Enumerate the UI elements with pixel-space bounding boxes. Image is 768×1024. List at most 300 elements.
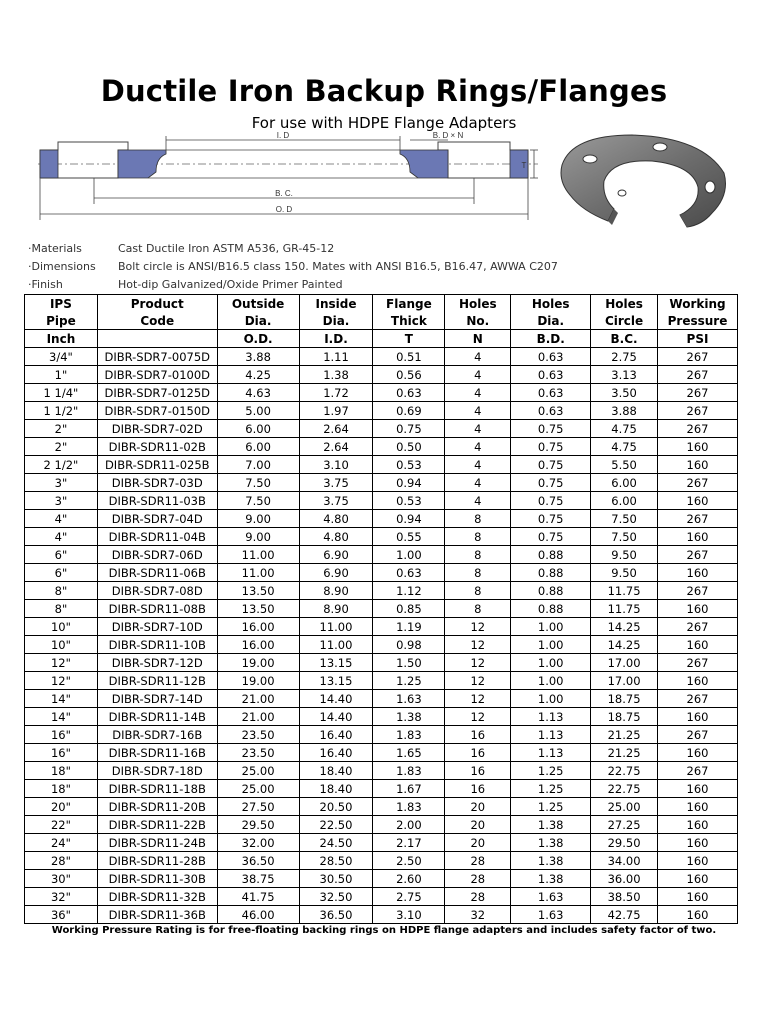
table-cell: 0.50	[373, 438, 445, 456]
t-label: T	[521, 161, 527, 170]
column-header: Flange	[373, 295, 445, 313]
table-cell: 0.63	[511, 366, 591, 384]
table-cell: 8"	[25, 582, 98, 600]
table-cell: 10"	[25, 618, 98, 636]
table-cell: 17.00	[591, 672, 658, 690]
column-header: Holes	[445, 295, 511, 313]
table-row	[25, 672, 738, 690]
table-cell: DIBR-SDR7-14D	[97, 690, 217, 708]
table-cell: 4.80	[299, 528, 373, 546]
table-cell: 1.83	[373, 798, 445, 816]
table-cell: 42.75	[591, 906, 658, 924]
table-cell: 38.50	[591, 888, 658, 906]
table-cell: 32.50	[299, 888, 373, 906]
table-cell: 12	[445, 636, 511, 654]
flange-cross-section-diagram	[38, 128, 538, 223]
table-cell: 8	[445, 546, 511, 564]
table-cell: 29.50	[591, 834, 658, 852]
table-cell: 18.40	[299, 762, 373, 780]
table-cell: 1.00	[511, 654, 591, 672]
table-cell: 0.88	[511, 600, 591, 618]
table-cell: DIBR-SDR11-02B	[97, 438, 217, 456]
od-label: O. D	[275, 205, 293, 214]
table-cell: 267	[658, 366, 738, 384]
table-cell: DIBR-SDR7-06D	[97, 546, 217, 564]
table-cell: 4.25	[217, 366, 299, 384]
table-cell: DIBR-SDR7-16B	[97, 726, 217, 744]
table-cell: 30.50	[299, 870, 373, 888]
column-header: Code	[97, 312, 217, 330]
table-cell: 9.50	[591, 546, 658, 564]
table-cell: 6.00	[591, 474, 658, 492]
page-subtitle: For use with HDPE Flange Adapters	[251, 114, 517, 132]
table-cell: 12"	[25, 672, 98, 690]
table-cell: 160	[658, 780, 738, 798]
table-cell: 267	[658, 762, 738, 780]
table-cell: 16"	[25, 744, 98, 762]
table-row	[25, 492, 738, 510]
table-cell: 30"	[25, 870, 98, 888]
table-cell: 18.75	[591, 690, 658, 708]
table-cell: 3"	[25, 474, 98, 492]
table-row	[25, 438, 738, 456]
bd-label: B. D × N	[432, 131, 464, 140]
table-cell: 1.25	[511, 780, 591, 798]
table-cell: 21.00	[217, 690, 299, 708]
table-cell: DIBR-SDR11-20B	[97, 798, 217, 816]
table-cell: 0.63	[373, 384, 445, 402]
table-cell: 11.00	[299, 636, 373, 654]
table-cell: 0.75	[373, 420, 445, 438]
table-cell: 14.40	[299, 690, 373, 708]
table-cell: 25.00	[217, 762, 299, 780]
table-cell: 1.12	[373, 582, 445, 600]
table-cell: 160	[658, 708, 738, 726]
table-cell: 2.75	[373, 888, 445, 906]
column-header: Product	[97, 295, 217, 313]
table-row	[25, 816, 738, 834]
table-cell: 8	[445, 582, 511, 600]
table-cell: 160	[658, 456, 738, 474]
table-cell: 8	[445, 564, 511, 582]
column-header: B.C.	[591, 330, 658, 348]
table-cell: 6.90	[299, 564, 373, 582]
table-cell: 4	[445, 402, 511, 420]
table-cell: 160	[658, 852, 738, 870]
table-row	[25, 420, 738, 438]
table-cell: 0.63	[511, 402, 591, 420]
table-cell: 1 1/2"	[25, 402, 98, 420]
table-cell: 1 1/4"	[25, 384, 98, 402]
table-cell: 160	[658, 600, 738, 618]
table-cell: 1.00	[511, 636, 591, 654]
table-cell: 267	[658, 690, 738, 708]
table-cell: DIBR-SDR7-08D	[97, 582, 217, 600]
table-cell: 0.88	[511, 546, 591, 564]
table-cell: 2.64	[299, 438, 373, 456]
column-header: Dia.	[511, 312, 591, 330]
table-cell: 28	[445, 852, 511, 870]
table-cell: 16.00	[217, 636, 299, 654]
flange-spec-table	[24, 294, 738, 924]
table-cell: 1.25	[373, 672, 445, 690]
table-cell: 11.00	[217, 546, 299, 564]
table-cell: 1.67	[373, 780, 445, 798]
table-cell: DIBR-SDR7-04D	[97, 510, 217, 528]
table-cell: 267	[658, 420, 738, 438]
table-cell: 16.40	[299, 744, 373, 762]
table-cell: 267	[658, 582, 738, 600]
table-cell: 3.88	[217, 348, 299, 366]
table-cell: 1.13	[511, 726, 591, 744]
column-header: T	[373, 330, 445, 348]
table-cell: 22"	[25, 816, 98, 834]
table-cell: 1.25	[511, 762, 591, 780]
table-cell: 21.25	[591, 726, 658, 744]
table-cell: 3.10	[373, 906, 445, 924]
table-row	[25, 474, 738, 492]
table-row	[25, 384, 738, 402]
table-cell: 0.63	[511, 384, 591, 402]
table-cell: 3.88	[591, 402, 658, 420]
table-cell: 12	[445, 690, 511, 708]
table-row	[25, 744, 738, 762]
table-cell: DIBR-SDR11-30B	[97, 870, 217, 888]
table-cell: 0.75	[511, 438, 591, 456]
table-cell: 0.75	[511, 420, 591, 438]
table-cell: 160	[658, 834, 738, 852]
table-cell: 0.53	[373, 456, 445, 474]
table-cell: 22.75	[591, 762, 658, 780]
table-cell: DIBR-SDR11-03B	[97, 492, 217, 510]
table-cell: 1.63	[373, 690, 445, 708]
table-cell: 0.75	[511, 474, 591, 492]
table-cell: 160	[658, 816, 738, 834]
table-cell: 3/4"	[25, 348, 98, 366]
table-cell: 36.50	[217, 852, 299, 870]
table-row	[25, 888, 738, 906]
table-cell: 4	[445, 366, 511, 384]
table-row	[25, 780, 738, 798]
table-row	[25, 618, 738, 636]
table-cell: 0.75	[511, 456, 591, 474]
table-cell: 4"	[25, 528, 98, 546]
table-cell: 1.38	[511, 834, 591, 852]
table-row	[25, 528, 738, 546]
table-cell: 21.00	[217, 708, 299, 726]
table-cell: DIBR-SDR11-04B	[97, 528, 217, 546]
table-row	[25, 348, 738, 366]
table-row	[25, 600, 738, 618]
table-cell: 1.13	[511, 708, 591, 726]
table-cell: 7.50	[591, 510, 658, 528]
column-header: Dia.	[299, 312, 373, 330]
bc-label: B. C.	[275, 189, 293, 198]
table-cell: 32"	[25, 888, 98, 906]
column-header: Outside	[217, 295, 299, 313]
table-cell: 1.38	[373, 708, 445, 726]
table-cell: 16"	[25, 726, 98, 744]
page-title: Ductile Iron Backup Rings/Flanges	[100, 74, 668, 108]
table-cell: 28	[445, 888, 511, 906]
table-cell: 160	[658, 636, 738, 654]
table-cell: 4"	[25, 510, 98, 528]
table-cell: 20	[445, 834, 511, 852]
table-cell: 4	[445, 384, 511, 402]
table-cell: 14"	[25, 708, 98, 726]
table-cell: DIBR-SDR11-16B	[97, 744, 217, 762]
table-cell: 8	[445, 528, 511, 546]
table-cell: 160	[658, 672, 738, 690]
table-cell: DIBR-SDR11-18B	[97, 780, 217, 798]
table-cell: 1.63	[511, 888, 591, 906]
table-cell: 6.00	[217, 438, 299, 456]
column-header: Pipe	[25, 312, 98, 330]
table-cell: 14.25	[591, 618, 658, 636]
column-header	[97, 330, 217, 348]
table-row	[25, 366, 738, 384]
table-cell: 28.50	[299, 852, 373, 870]
table-cell: DIBR-SDR11-025B	[97, 456, 217, 474]
table-cell: 267	[658, 726, 738, 744]
table-cell: DIBR-SDR7-0100D	[97, 366, 217, 384]
table-cell: 4.75	[591, 420, 658, 438]
table-cell: 1.13	[511, 744, 591, 762]
table-cell: DIBR-SDR11-10B	[97, 636, 217, 654]
table-cell: 267	[658, 510, 738, 528]
table-cell: 11.75	[591, 582, 658, 600]
table-row	[25, 762, 738, 780]
table-cell: 22.50	[299, 816, 373, 834]
table-cell: 12	[445, 618, 511, 636]
table-cell: 0.56	[373, 366, 445, 384]
column-header: Inside	[299, 295, 373, 313]
table-cell: DIBR-SDR11-28B	[97, 852, 217, 870]
column-header: No.	[445, 312, 511, 330]
table-cell: 41.75	[217, 888, 299, 906]
table-cell: 28"	[25, 852, 98, 870]
table-cell: 267	[658, 348, 738, 366]
table-cell: 20.50	[299, 798, 373, 816]
column-header: Pressure	[658, 312, 738, 330]
table-cell: 27.25	[591, 816, 658, 834]
table-cell: 1.65	[373, 744, 445, 762]
table-cell: 160	[658, 906, 738, 924]
column-header: N	[445, 330, 511, 348]
table-cell: 19.00	[217, 672, 299, 690]
table-cell: 8"	[25, 600, 98, 618]
table-row	[25, 582, 738, 600]
table-cell: 4.80	[299, 510, 373, 528]
table-cell: 1.38	[511, 816, 591, 834]
column-header: Dia.	[217, 312, 299, 330]
table-row	[25, 456, 738, 474]
spec-value: Bolt circle is ANSI/B16.5 class 150. Mates with ANSI B16.5, B16.47, AWWA C207	[118, 260, 558, 273]
table-cell: 1.38	[299, 366, 373, 384]
table-cell: 3.50	[591, 384, 658, 402]
column-header: B.D.	[511, 330, 591, 348]
table-row	[25, 834, 738, 852]
table-cell: 160	[658, 564, 738, 582]
table-cell: 32.00	[217, 834, 299, 852]
table-cell: DIBR-SDR11-36B	[97, 906, 217, 924]
table-cell: 1.63	[511, 906, 591, 924]
table-cell: 0.88	[511, 564, 591, 582]
table-cell: 0.75	[511, 528, 591, 546]
table-cell: 16	[445, 744, 511, 762]
column-header: Working	[658, 295, 738, 313]
table-cell: 4	[445, 348, 511, 366]
table-cell: DIBR-SDR11-32B	[97, 888, 217, 906]
table-cell: 3.75	[299, 474, 373, 492]
table-cell: DIBR-SDR7-02D	[97, 420, 217, 438]
table-cell: 4	[445, 420, 511, 438]
table-cell: 13.15	[299, 654, 373, 672]
table-cell: 20	[445, 798, 511, 816]
table-cell: 18"	[25, 780, 98, 798]
table-cell: 8	[445, 510, 511, 528]
table-cell: 12	[445, 672, 511, 690]
table-row	[25, 546, 738, 564]
table-cell: 0.75	[511, 492, 591, 510]
column-header: Thick	[373, 312, 445, 330]
table-cell: DIBR-SDR11-12B	[97, 672, 217, 690]
table-cell: 9.00	[217, 510, 299, 528]
flange-3d-illustration	[552, 125, 732, 235]
table-row	[25, 906, 738, 924]
table-cell: 0.69	[373, 402, 445, 420]
table-cell: 12	[445, 654, 511, 672]
table-cell: 6.90	[299, 546, 373, 564]
table-cell: 6.00	[591, 492, 658, 510]
table-cell: 2.50	[373, 852, 445, 870]
table-cell: DIBR-SDR7-0150D	[97, 402, 217, 420]
table-cell: 1.00	[373, 546, 445, 564]
table-cell: 12	[445, 708, 511, 726]
table-cell: 0.53	[373, 492, 445, 510]
column-header: I.D.	[299, 330, 373, 348]
table-cell: 9.50	[591, 564, 658, 582]
table-cell: 160	[658, 744, 738, 762]
table-cell: 0.55	[373, 528, 445, 546]
table-cell: 8.90	[299, 600, 373, 618]
table-cell: 2.64	[299, 420, 373, 438]
table-cell: 18"	[25, 762, 98, 780]
table-cell: 6"	[25, 564, 98, 582]
table-cell: 267	[658, 618, 738, 636]
table-cell: 7.50	[217, 474, 299, 492]
table-cell: 160	[658, 528, 738, 546]
header-row	[25, 330, 738, 348]
spec-label: ·Materials	[28, 242, 82, 255]
spec-value: Cast Ductile Iron ASTM A536, GR-45-12	[118, 242, 335, 255]
table-cell: 46.00	[217, 906, 299, 924]
table-row	[25, 798, 738, 816]
table-cell: 160	[658, 888, 738, 906]
table-cell: 1.00	[511, 618, 591, 636]
table-row	[25, 654, 738, 672]
table-cell: 1.97	[299, 402, 373, 420]
table-cell: 25.00	[217, 780, 299, 798]
table-cell: 28	[445, 870, 511, 888]
table-cell: 14.40	[299, 708, 373, 726]
table-cell: 11.00	[299, 618, 373, 636]
table-cell: 10"	[25, 636, 98, 654]
table-cell: DIBR-SDR7-18D	[97, 762, 217, 780]
table-cell: 14.25	[591, 636, 658, 654]
table-row	[25, 402, 738, 420]
table-row	[25, 510, 738, 528]
table-cell: DIBR-SDR11-22B	[97, 816, 217, 834]
table-cell: 1.83	[373, 762, 445, 780]
table-cell: 2 1/2"	[25, 456, 98, 474]
table-cell: 9.00	[217, 528, 299, 546]
table-cell: 1.38	[511, 870, 591, 888]
table-cell: 8.90	[299, 582, 373, 600]
table-cell: 3.10	[299, 456, 373, 474]
spec-label: ·Dimensions	[28, 260, 96, 273]
table-cell: 0.94	[373, 510, 445, 528]
header-row	[25, 312, 738, 330]
table-cell: 23.50	[217, 744, 299, 762]
table-cell: 267	[658, 654, 738, 672]
table-cell: 1.83	[373, 726, 445, 744]
table-cell: 19.00	[217, 654, 299, 672]
table-cell: 2"	[25, 438, 98, 456]
table-row	[25, 564, 738, 582]
table-cell: 4	[445, 456, 511, 474]
table-cell: 1.19	[373, 618, 445, 636]
table-cell: 1.25	[511, 798, 591, 816]
table-cell: DIBR-SDR7-0075D	[97, 348, 217, 366]
table-cell: DIBR-SDR11-08B	[97, 600, 217, 618]
table-cell: 13.50	[217, 600, 299, 618]
table-cell: 17.00	[591, 654, 658, 672]
table-cell: 25.00	[591, 798, 658, 816]
table-cell: 12"	[25, 654, 98, 672]
table-cell: 0.51	[373, 348, 445, 366]
table-cell: DIBR-SDR7-12D	[97, 654, 217, 672]
table-cell: 2.60	[373, 870, 445, 888]
table-cell: 0.94	[373, 474, 445, 492]
table-cell: 160	[658, 492, 738, 510]
table-cell: 1.38	[511, 852, 591, 870]
table-cell: 160	[658, 438, 738, 456]
table-cell: 0.88	[511, 582, 591, 600]
table-cell: 1.50	[373, 654, 445, 672]
table-cell: 2.17	[373, 834, 445, 852]
table-cell: 3.13	[591, 366, 658, 384]
table-cell: 0.85	[373, 600, 445, 618]
table-cell: 1.00	[511, 690, 591, 708]
table-cell: 5.00	[217, 402, 299, 420]
table-cell: 16	[445, 762, 511, 780]
table-cell: 267	[658, 546, 738, 564]
table-cell: DIBR-SDR7-03D	[97, 474, 217, 492]
table-cell: 6"	[25, 546, 98, 564]
table-cell: 36"	[25, 906, 98, 924]
table-cell: 2.75	[591, 348, 658, 366]
table-cell: 5.50	[591, 456, 658, 474]
table-cell: 1.72	[299, 384, 373, 402]
table-cell: DIBR-SDR11-24B	[97, 834, 217, 852]
table-cell: 3"	[25, 492, 98, 510]
table-cell: 0.98	[373, 636, 445, 654]
table-cell: 4.75	[591, 438, 658, 456]
table-cell: 11.75	[591, 600, 658, 618]
table-cell: 32	[445, 906, 511, 924]
table-cell: 13.50	[217, 582, 299, 600]
